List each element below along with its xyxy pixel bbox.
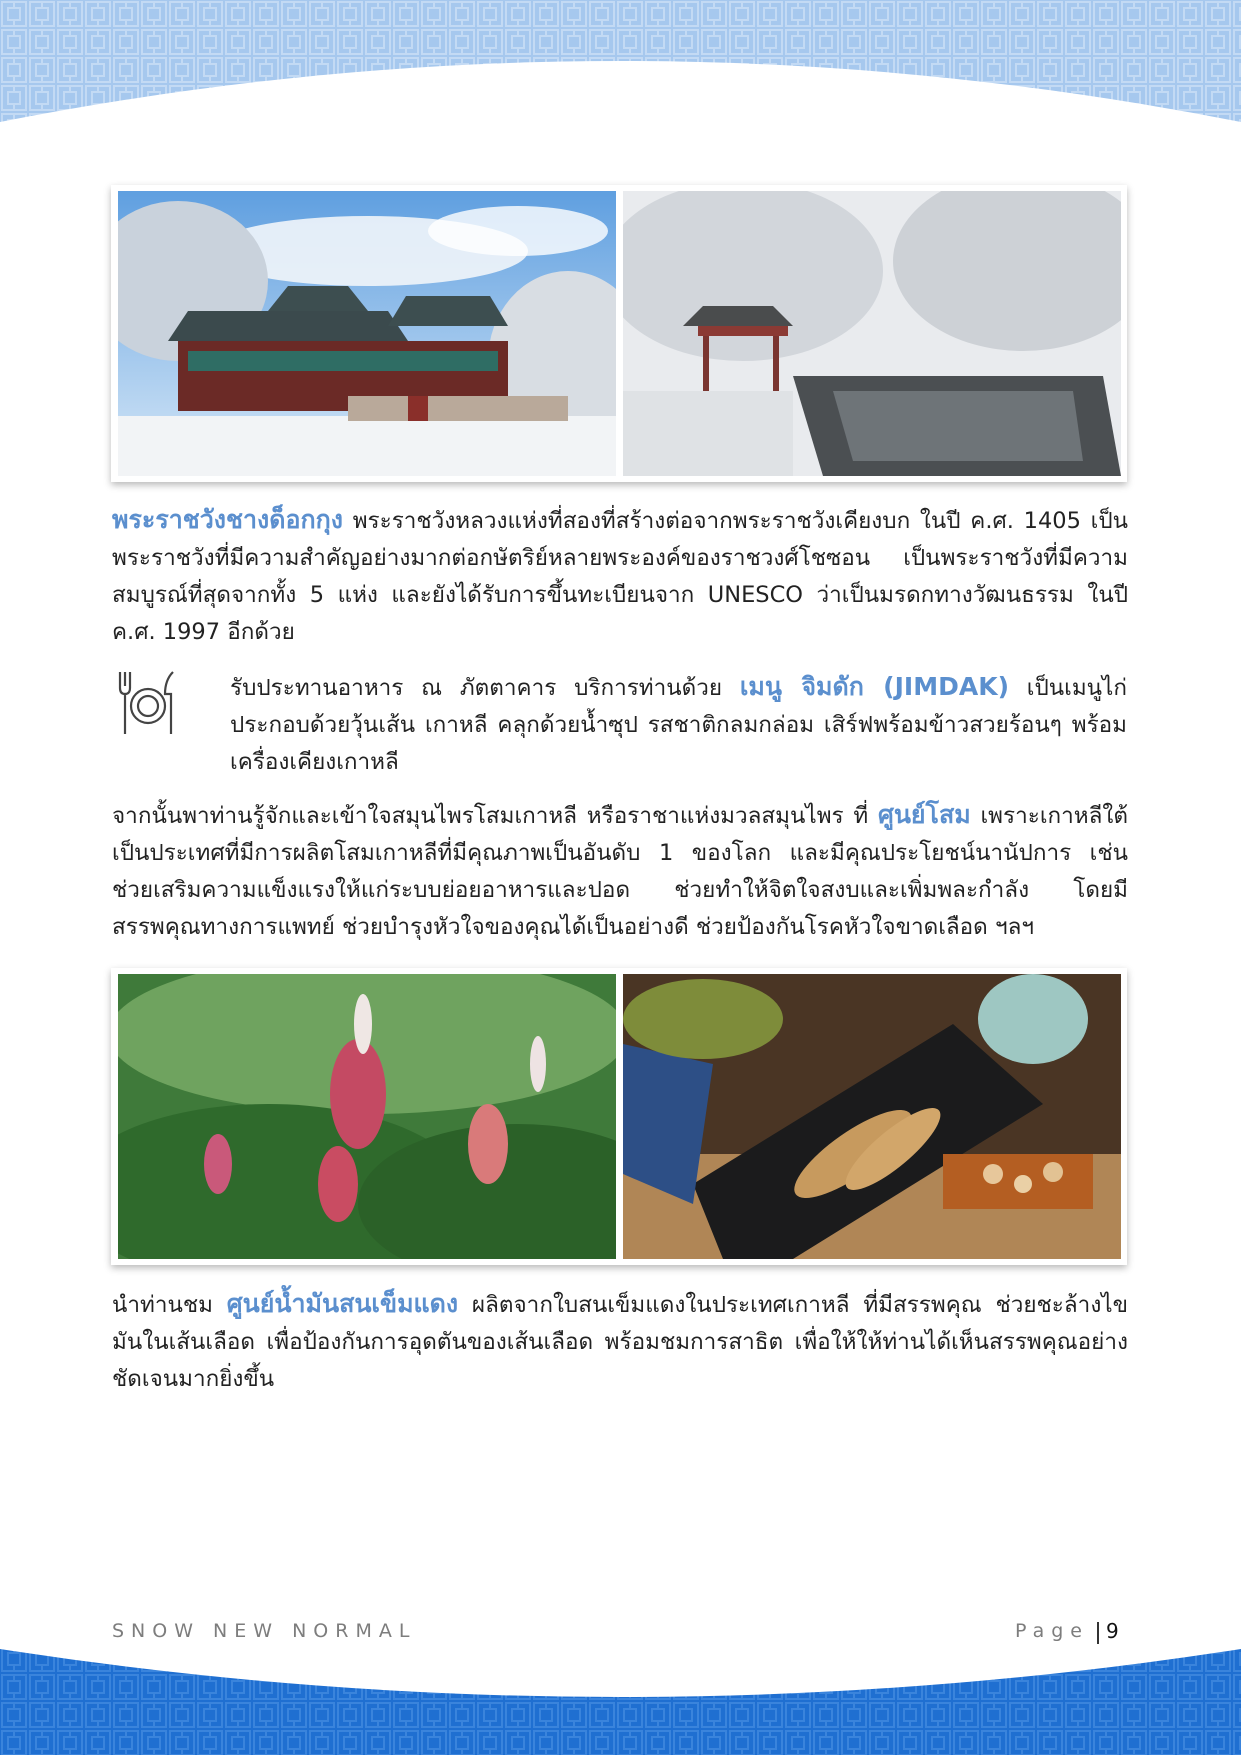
ginseng-center-highlight: ศูนย์โสม [877,800,971,829]
pine-oil-description [112,1285,1128,1398]
meal-description [230,668,1127,781]
ginseng-description [112,796,1128,946]
meal-text-after: เป็นเมนูไก่ประกอบด้วยวุ้นเส้น เกาหลี คลุกด้วยน้ำซุป รสชาติกลมกล่อม เสิร์ฟพร้อมข้าวสวยร้อนๆ พร้อมเครื่องเคียงเกาหลี [230,675,1127,775]
pine-oil-text-before: นำท่านชม [112,1292,227,1318]
footer-separator [1097,1622,1099,1644]
meal-menu-highlight: เมนู จิมดัก (JIMDAK) [739,672,1009,701]
palace-name-highlight: พระราชวังชางด็อกกุง [112,505,343,534]
palace-text: พระราชวังหลวงแห่งที่สองที่สร้างต่อจากพระราชวังเคียงบก ในปี ค.ศ. 1405 เป็นพระราชวังที่มีความสำคัญอย่างมากต่อกษัตริย์หลายพระองค์ของราชวงศ์โชซอน เป็นพระราชวังที่มีความสมบูรณ์ที่สุดจากทั้ง 5 แห่ง และยังได้รับการขึ้นทะเบียนจาก UNESCO ว่าเป็นมรดกทางวัฒนธรรม ในปี ค.ศ. 1997 อีกด้วย [112,508,1128,645]
ginseng-roots-photo [623,974,1121,1259]
photo-row-herbs [111,968,1127,1265]
ginseng-text-before: จากนั้นพาท่านรู้จักและเข้าใจสมุนไพรโสมเกาหลี หรือราชาแห่งมวลสมุนไพร ที่ [112,803,878,829]
red-pine-photo [118,974,616,1259]
top-decorative-band [0,0,1241,130]
palace-description [112,501,1128,651]
snowy-pavilion-photo [623,191,1121,476]
bottom-decorative-band [0,1645,1241,1755]
palace-snow-photo [118,191,616,476]
footer-brand: SNOW NEW NORMAL [112,1620,417,1642]
meal-text-before: รับประทานอาหาร ณ ภัตตาคาร บริการท่านด้วย [230,675,740,701]
footer-page-label: Page [1015,1620,1089,1642]
ginseng-text-after: เพราะเกาหลีใต้เป็นประเทศที่มีการผลิตโสมเกาหลีที่มีคุณภาพเป็นอันดับ 1 ของโลก และมีคุณประโยชน์นานัปการ เช่น ช่วยเสริมความแข็งแรงให้แก่ระบบย่อยอาหารและปอด ช่วยทำให้จิตใจสงบและเพิ่มพละกำลัง โดยมีสรรพคุณทางการแพทย์ ช่วยบำรุงหัวใจของคุณได้เป็นอย่างดี ช่วยป้องกันโรคหัวใจขาดเลือด ฯลฯ [112,803,1128,940]
footer-page-number: 9 [1106,1619,1119,1643]
pine-oil-center-highlight: ศูนย์น้ำมันสนเข็มแดง [226,1289,459,1318]
pine-oil-text-after: ผลิตจากใบสนเข็มแดงในประเทศเกาหลี ที่มีสรรพคุณ ช่วยชะล้างไขมันในเส้นเลือด เพื่อป้องกันการอุดตันของเส้นเลือด พร้อมชมการสาธิต เพื่อให้ให้ท่านได้เห็นสรรพคุณอย่างชัดเจนมากยิ่งขึ้น [112,1292,1128,1392]
plate-fork-knife-icon [115,668,181,738]
photo-row-palace [111,185,1127,482]
